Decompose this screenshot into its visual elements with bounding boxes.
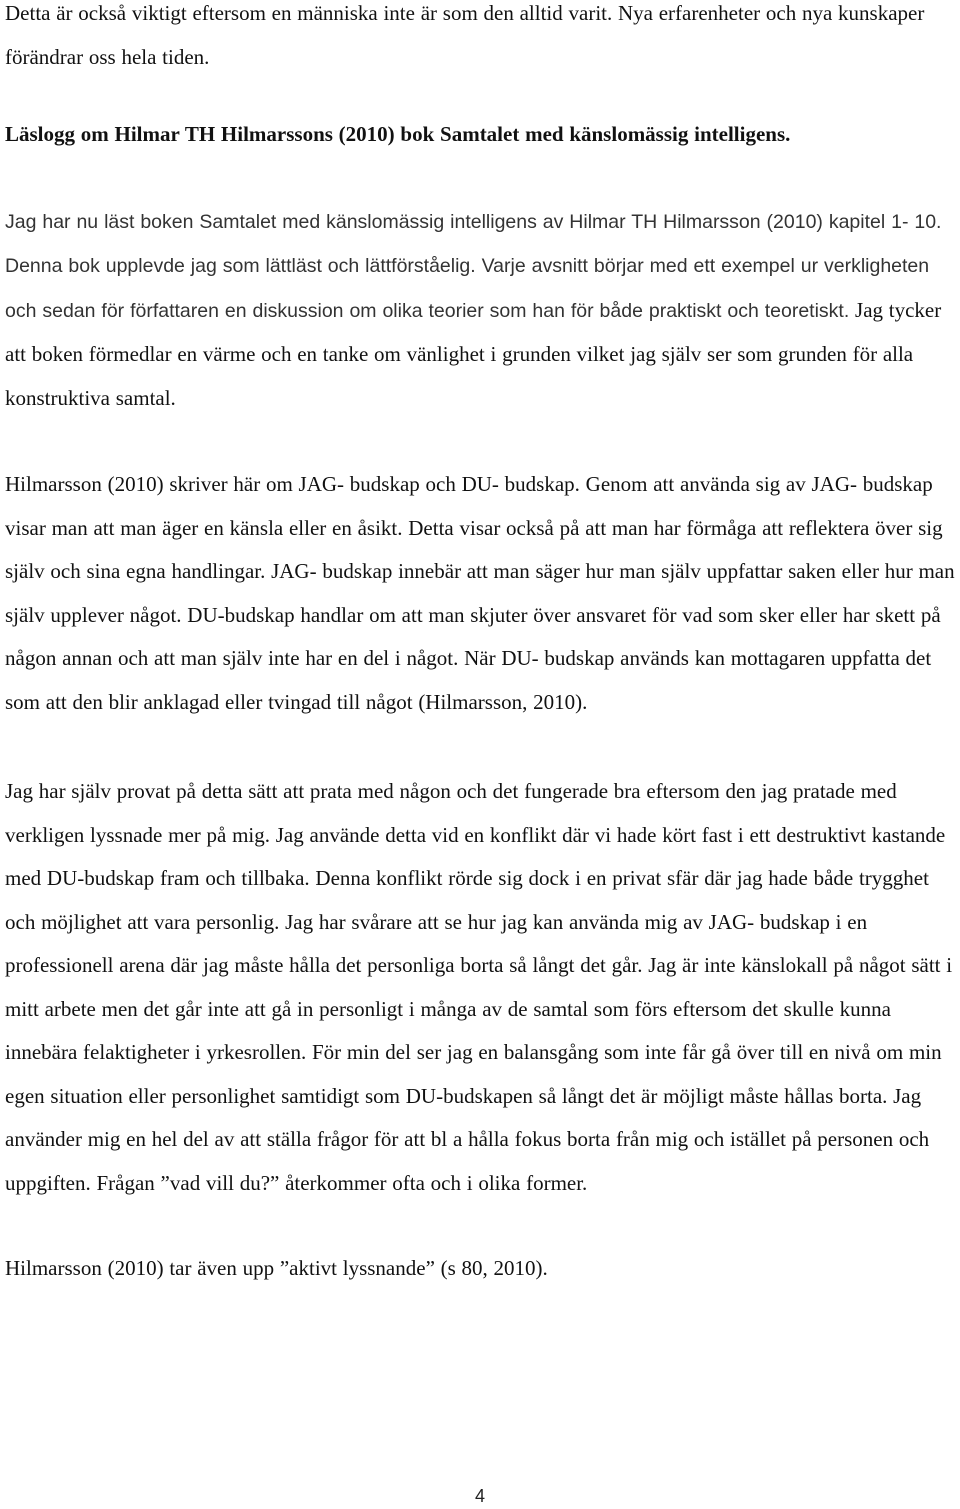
paragraph-book-review-sans-text: Jag har nu läst boken Samtalet med känslomässig intelligens av Hilmar TH Hilmarsson (2010) kapitel 1- 10. Denna bok upplevde jag som lättläst och lättförståelig. Varje avsnitt börjar med ett exempel ur verkligheten och sedan för författaren en diskussion om olika teorier som han för både praktiskt och teoretiskt. [5,210,942,322]
paragraph-book-review [5,200,955,421]
paragraph-book-review-serif-text: Jag tycker att boken förmedlar en värme och en tanke om vänlighet i grunden vilket jag själv ser som grunden för alla konstruktiva samtal. [5,297,942,410]
paragraph-aktivt-lyssnande: Hilmarsson (2010) tar även upp ”aktivt lyssnande” (s 80, 2010). [5,1256,548,1280]
paragraph-personal-experience: Jag har själv provat på detta sätt att prata med någon och det fungerade bra eftersom den jag pratade med verkligen lyssnade mer på mig. Jag använde detta vid en konflikt där vi hade kört fast i ett destruktivt kastande med DU-budskap fram och tillbaka. Denna konflikt rörde sig dock i en privat sfär där jag hade både trygghet och möjlighet att vara personlig. Jag har svårare att se hur jag kan använda mig av JAG- budskap i en professionell arena där jag måste hålla det personliga borta så långt det går. Jag är inte känslokall på något sätt i mitt arbete men det går inte att gå in personligt i många av de samtal som förs eftersom det skulle kunna innebära felaktigheter i yrkesrollen. För min del ser jag en balansgång som inte får gå över till en nivå om min egen situation eller personlighet samtidigt som DU-budskapen så långt det är möjligt måste hållas borta. Jag använder mig en hel del av att ställa frågor för att bl a hålla fokus borta från mig och istället på personen och uppgiften. Frågan ”vad vill du?” återkommer ofta och i olika former. [5,779,953,1195]
section-heading: Läslogg om Hilmar TH Hilmarssons (2010) bok Samtalet med känslomässig intelligens. [5,122,791,146]
paragraph-jag-du-budskap: Hilmarsson (2010) skriver här om JAG- budskap och DU- budskap. Genom att använda sig av JAG- budskap visar man att man äger en känsla eller en åsikt. Detta visar också på att man har förmåga att reflektera över sig själv och sina egna handlingar. JAG- budskap innebär att man säger hur man själv uppfattar saken eller hur man själv upplever något. DU-budskap handlar om att man skjuter över ansvaret för vad som sker eller har skett på någon annan och att man själv inte har en del i något. När DU- budskap används kan mottagaren uppfatta det som att den blir anklagad eller tvingad till något (Hilmarsson, 2010). [5,472,955,714]
document-page [5,0,955,1291]
page-number: 4 [474,1486,485,1506]
intro-paragraph: Detta är också viktigt eftersom en människa inte är som den alltid varit. Nya erfarenheter och nya kunskaper förändrar oss hela tiden. [5,1,925,69]
